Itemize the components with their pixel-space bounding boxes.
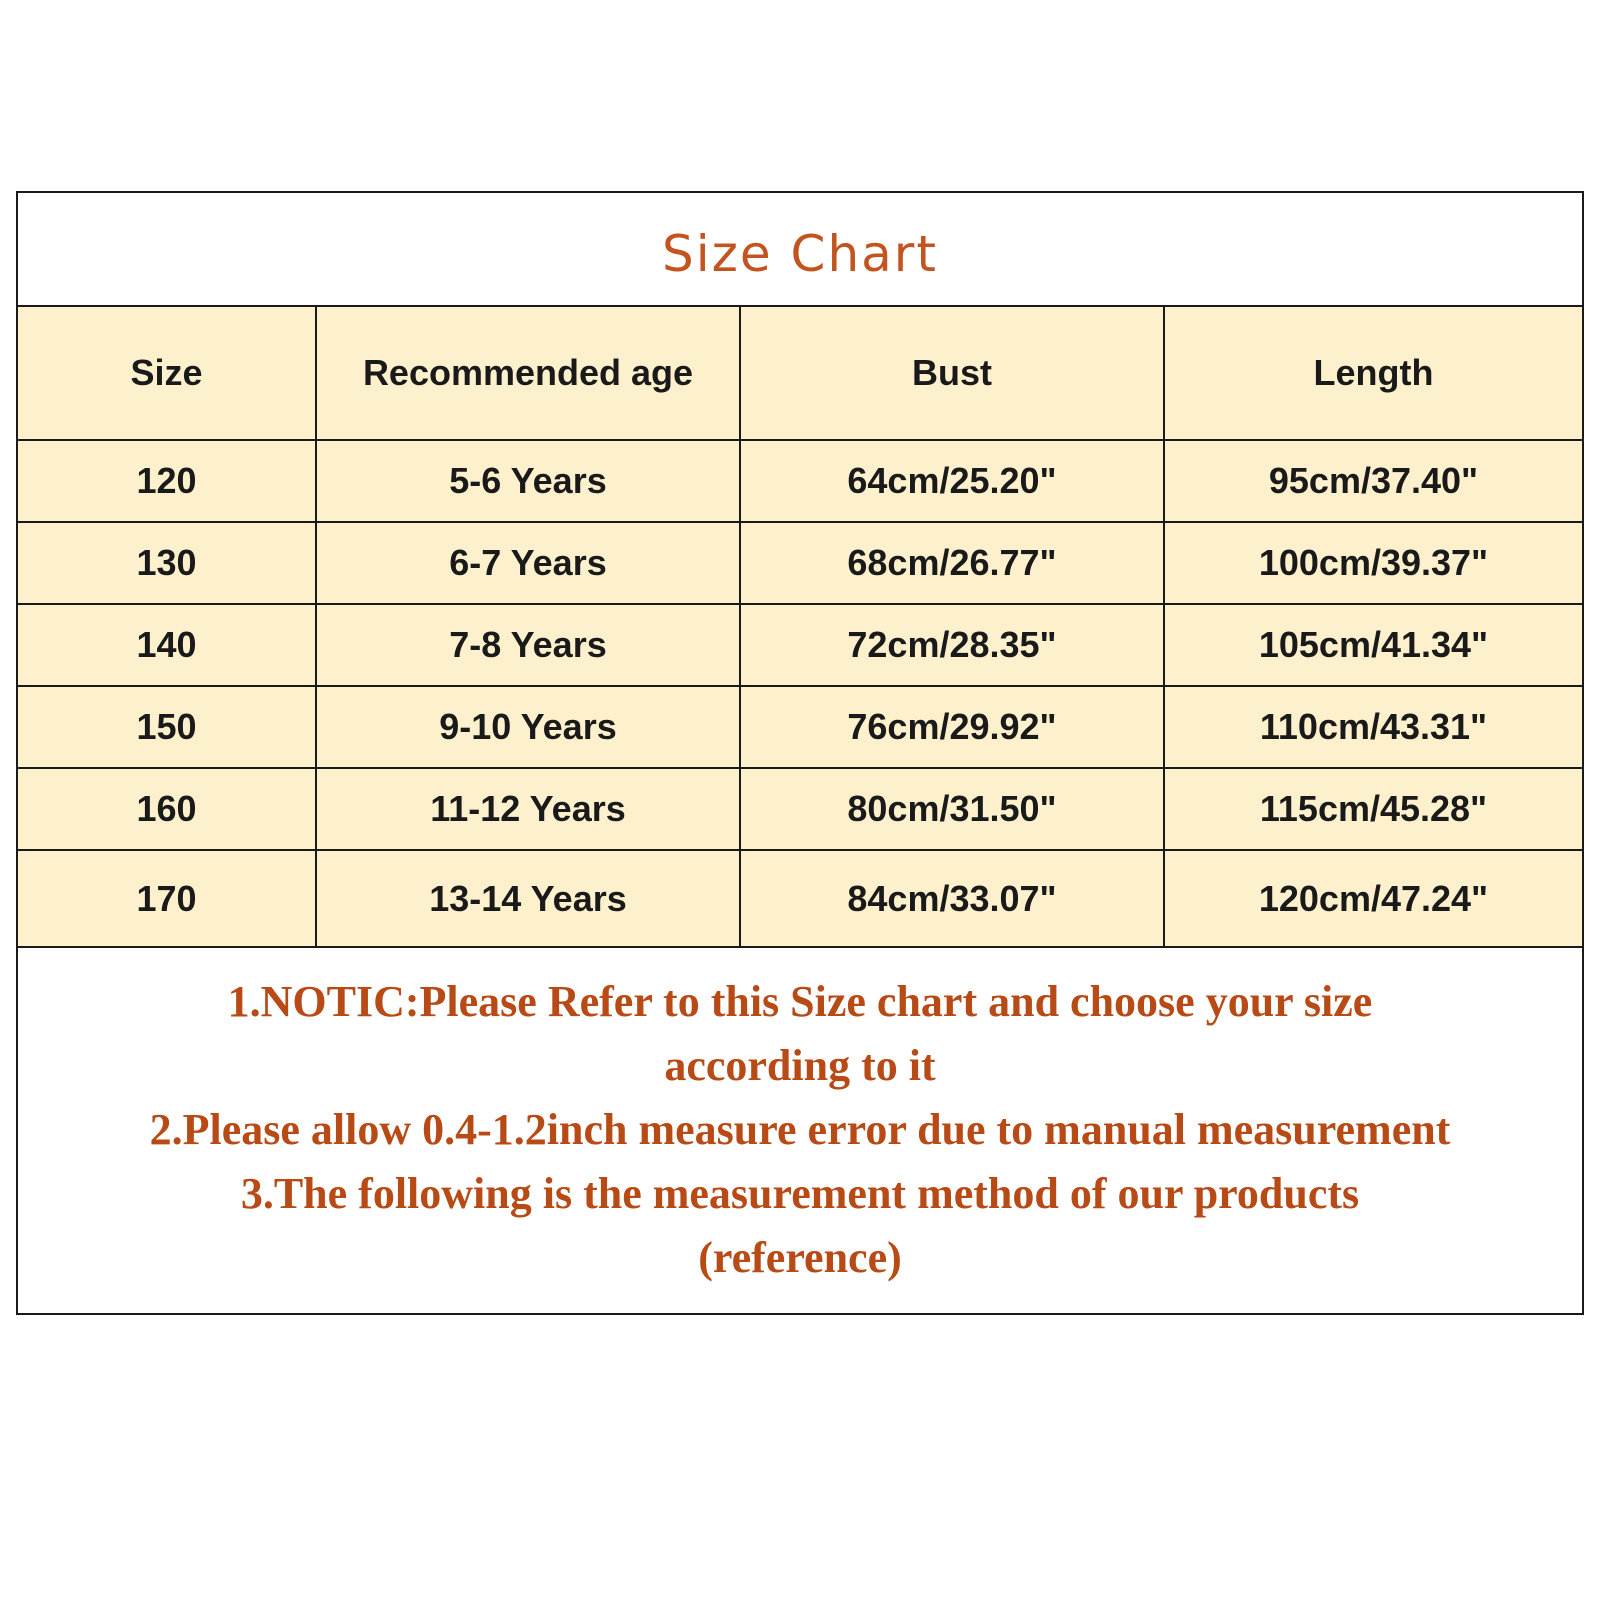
age-cell: 5-6 Years <box>316 440 740 522</box>
size-chart-frame <box>16 191 1584 1315</box>
size-cell: 170 <box>18 850 316 947</box>
header-row <box>18 307 1582 440</box>
bust-cell: 68cm/26.77" <box>740 522 1164 604</box>
age-cell: 6-7 Years <box>316 522 740 604</box>
size-cell: 140 <box>18 604 316 686</box>
bust-cell: 76cm/29.92" <box>740 686 1164 768</box>
note-line: according to it <box>664 1041 936 1090</box>
length-cell: 105cm/41.34" <box>1164 604 1582 686</box>
size-table <box>18 307 1582 948</box>
table-row <box>18 768 1582 850</box>
size-cell: 160 <box>18 768 316 850</box>
note-line: 3.The following is the measurement method of our products <box>240 1169 1360 1218</box>
note-line: (reference) <box>698 1233 902 1282</box>
age-cell: 13-14 Years <box>316 850 740 947</box>
note-line: 2.Please allow 0.4-1.2inch measure error due to manual measurement <box>149 1105 1451 1154</box>
length-cell: 100cm/39.37" <box>1164 522 1582 604</box>
note-line: 1.NOTIC:Please Refer to this Size chart and choose your size <box>227 977 1373 1026</box>
header-length: Length <box>1164 307 1582 440</box>
bust-cell: 84cm/33.07" <box>740 850 1164 947</box>
age-cell: 11-12 Years <box>316 768 740 850</box>
size-cell: 120 <box>18 440 316 522</box>
title-row <box>18 193 1582 307</box>
table-row <box>18 522 1582 604</box>
size-chart-title: Size Chart <box>662 225 938 283</box>
table-row <box>18 440 1582 522</box>
size-cell: 130 <box>18 522 316 604</box>
bust-cell: 72cm/28.35" <box>740 604 1164 686</box>
header-bust: Bust <box>740 307 1164 440</box>
length-cell: 110cm/43.31" <box>1164 686 1582 768</box>
size-cell: 150 <box>18 686 316 768</box>
table-row <box>18 850 1582 947</box>
table-row <box>18 686 1582 768</box>
age-cell: 9-10 Years <box>316 686 740 768</box>
header-size: Size <box>18 307 316 440</box>
length-cell: 115cm/45.28" <box>1164 768 1582 850</box>
bust-cell: 80cm/31.50" <box>740 768 1164 850</box>
length-cell: 120cm/47.24" <box>1164 850 1582 947</box>
table-row <box>18 604 1582 686</box>
bust-cell: 64cm/25.20" <box>740 440 1164 522</box>
header-recommended-age: Recommended age <box>316 307 740 440</box>
length-cell: 95cm/37.40" <box>1164 440 1582 522</box>
notes-block <box>18 948 1582 1290</box>
age-cell: 7-8 Years <box>316 604 740 686</box>
